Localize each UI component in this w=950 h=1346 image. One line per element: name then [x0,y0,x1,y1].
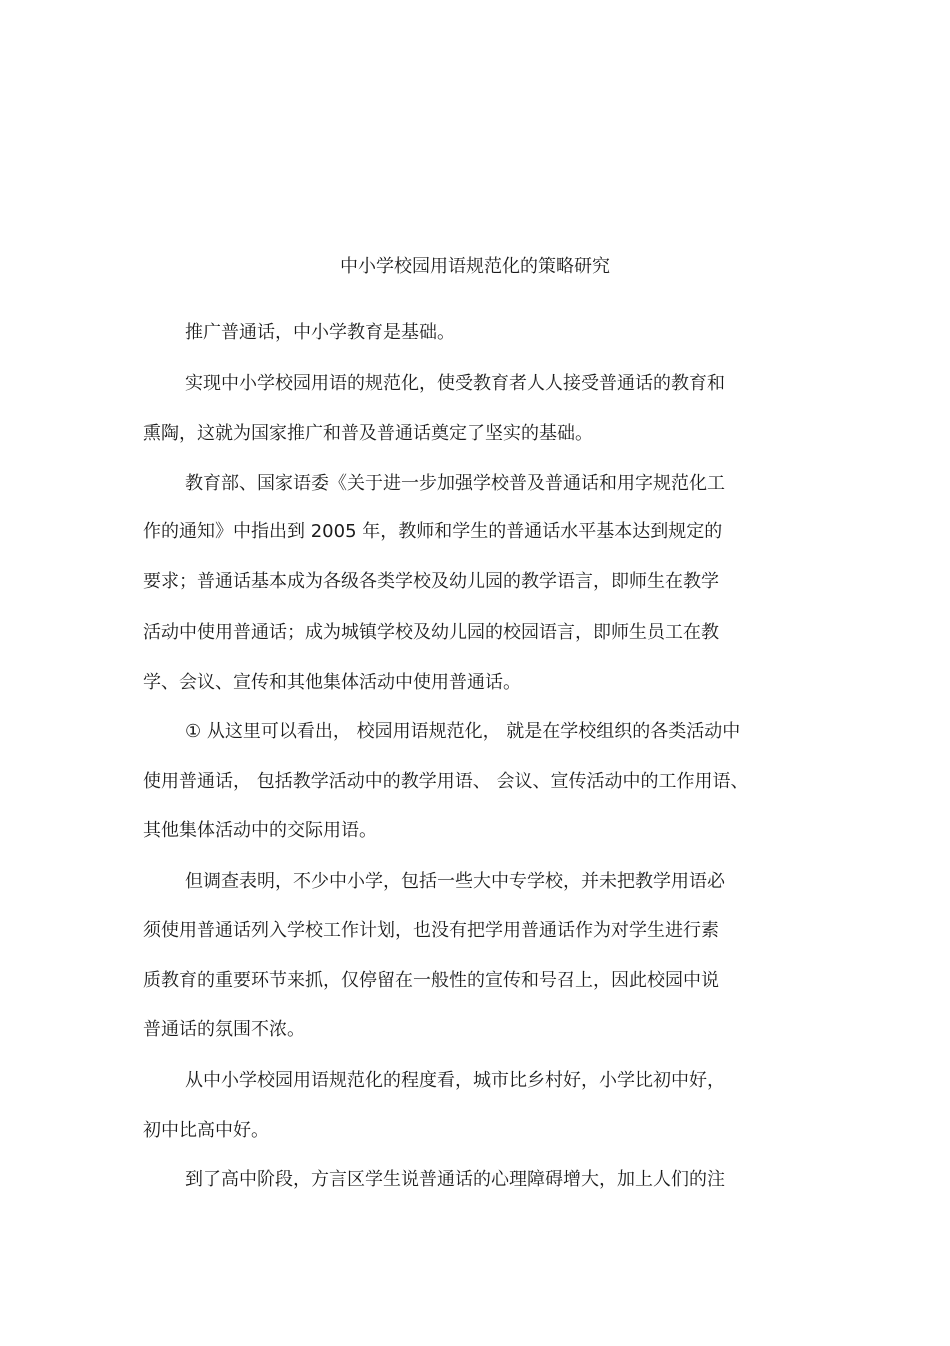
paragraph-line: 初中比高中好。 [143,1120,269,1141]
paragraph-line: 普通话的氛围不浓。 [143,1019,305,1040]
paragraph-line: ① 从这里可以看出， 校园用语规范化， 就是在学校组织的各类活动中 [185,721,741,742]
paragraph-line: 须使用普通话列入学校工作计划，也没有把学用普通话作为对学生进行素 [143,920,719,941]
paragraph-line: 熏陶，这就为国家推广和普及普通话奠定了坚实的基础。 [143,423,593,444]
document-title: 中小学校园用语规范化的策略研究 [340,256,610,277]
paragraph-line: 从中小学校园用语规范化的程度看，城市比乡村好，小学比初中好， [185,1070,725,1091]
paragraph-line: 作的通知》中指出到 2005 年，教师和学生的普通话水平基本达到规定的 [143,521,723,542]
paragraph-line: 但调查表明，不少中小学，包括一些大中专学校，并未把教学用语必 [185,871,725,892]
paragraph-line: 到了高中阶段，方言区学生说普通话的心理障碍增大，加上人们的注 [185,1169,725,1190]
paragraph-line: 质教育的重要环节来抓，仅停留在一般性的宣传和号召上，因此校园中说 [143,970,719,991]
paragraph-line: 教育部、国家语委《关于进一步加强学校普及普通话和用字规范化工 [185,473,725,494]
paragraph-line: 推广普通话，中小学教育是基础。 [185,322,455,343]
paragraph-line: 学、会议、宣传和其他集体活动中使用普通话。 [143,672,521,693]
paragraph-line: 其他集体活动中的交际用语。 [143,820,377,841]
paragraph-line: 使用普通话， 包括教学活动中的教学用语、 会议、宣传活动中的工作用语、 [143,771,749,792]
paragraph-line: 实现中小学校园用语的规范化，使受教育者人人接受普通话的教育和 [185,373,725,394]
paragraph-line: 要求；普通话基本成为各级各类学校及幼儿园的教学语言，即师生在教学 [143,571,719,592]
paragraph-line: 活动中使用普通话；成为城镇学校及幼儿园的校园语言，即师生员工在教 [143,622,719,643]
